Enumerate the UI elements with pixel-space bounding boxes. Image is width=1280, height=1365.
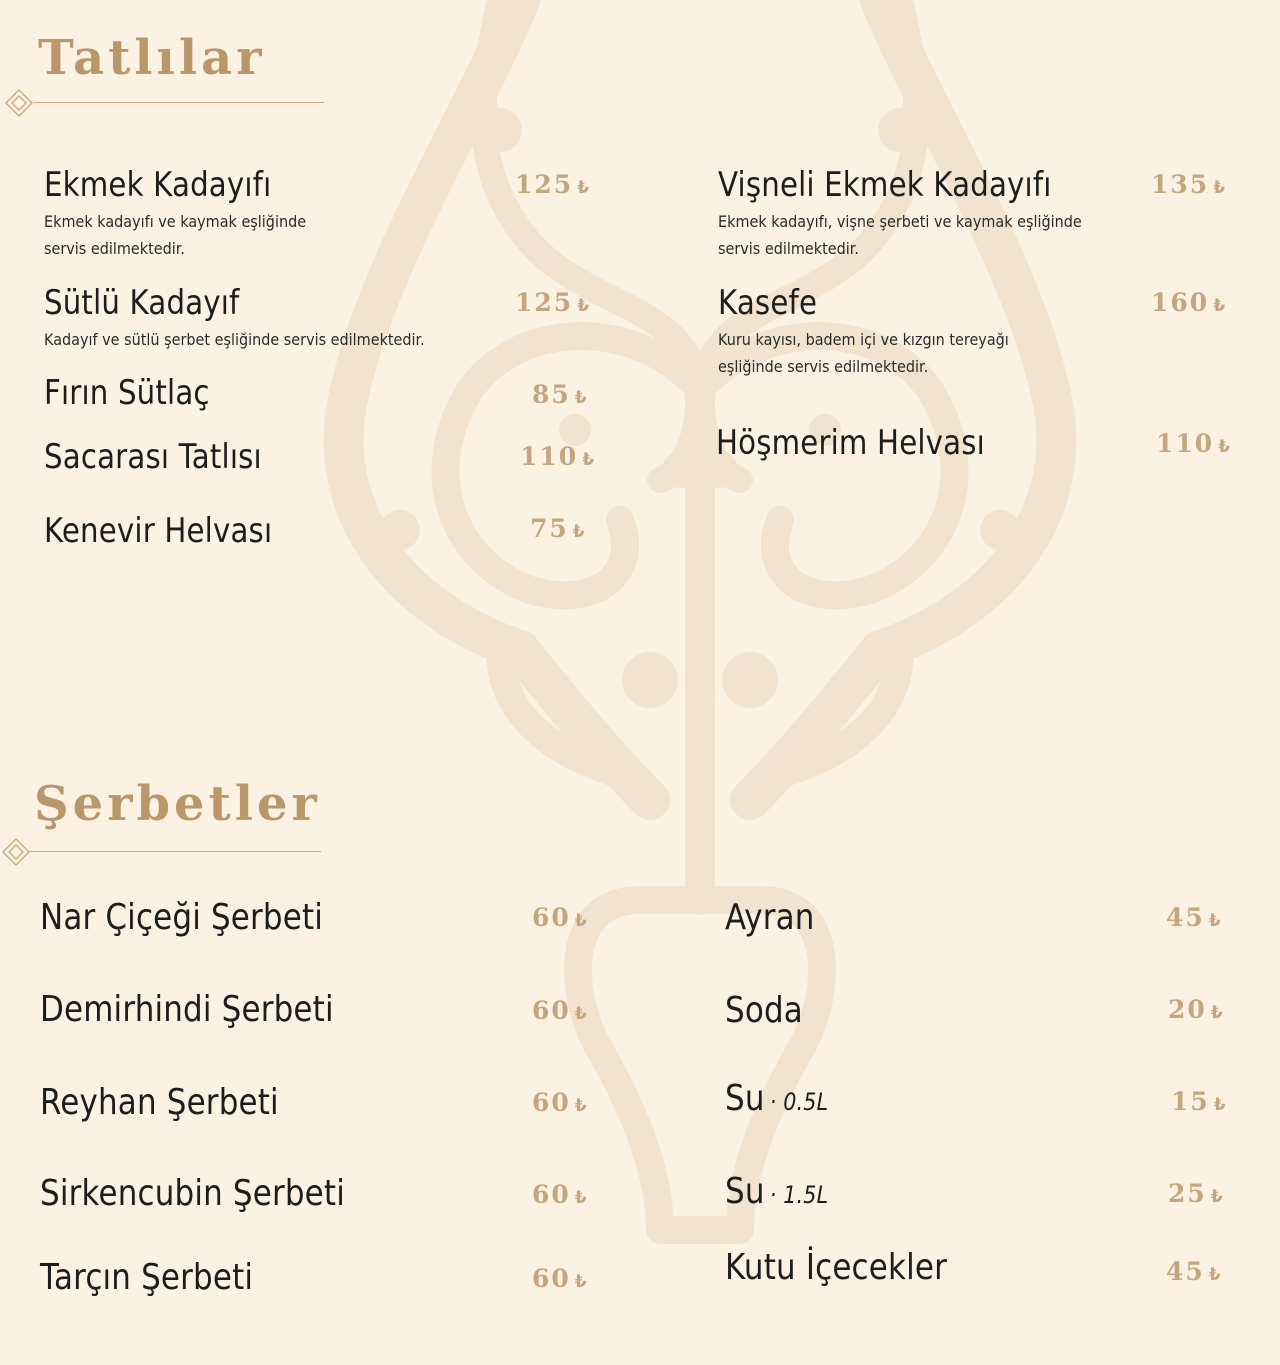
- price-value: 25: [1168, 1179, 1207, 1208]
- item-name: Reyhan Şerbeti: [40, 1082, 279, 1123]
- item-price: [1151, 172, 1227, 197]
- menu-item: [716, 423, 1029, 463]
- item-name: Kenevir Helvası: [44, 511, 273, 551]
- item-name: [725, 1171, 829, 1212]
- drink-name: Su: [725, 1078, 765, 1119]
- price-value: 60: [532, 996, 571, 1025]
- item-name: Fırın Sütlaç: [44, 373, 210, 413]
- item-price: [532, 905, 589, 930]
- item-price: [1156, 431, 1232, 456]
- sherbets-title: Şerbetler: [34, 776, 321, 832]
- item-price: [1166, 1259, 1223, 1284]
- drink-size: · 0.5L: [769, 1088, 829, 1116]
- currency-symbol: ₺: [1208, 1265, 1223, 1285]
- price-value: 20: [1168, 995, 1207, 1024]
- item-price: [520, 444, 596, 469]
- currency-symbol: ₺: [1210, 1003, 1225, 1023]
- item-name: Nar Çiçeği Şerbeti: [40, 897, 324, 938]
- menu-item: [725, 990, 816, 1031]
- price-value: 75: [530, 514, 569, 543]
- menu-item: [725, 1247, 983, 1288]
- price-value: 60: [532, 1264, 571, 1293]
- item-price: [530, 516, 587, 541]
- item-name: Soda: [725, 990, 803, 1031]
- sherbets-divider: [30, 851, 321, 852]
- item-price: [532, 382, 589, 407]
- price-value: 125: [515, 288, 574, 317]
- price-value: 85: [532, 380, 571, 409]
- item-description: Kuru kayısı, badem içi ve kızgın tereyağı eşliğinde servis edilmektedir.: [718, 330, 1009, 376]
- drink-size: · 1.5L: [769, 1181, 829, 1209]
- price-value: 110: [520, 442, 579, 471]
- menu-item: [44, 511, 309, 551]
- currency-symbol: ₺: [582, 450, 597, 470]
- price-value: 60: [532, 903, 571, 932]
- price-value: 160: [1151, 288, 1210, 317]
- currency-symbol: ₺: [1208, 911, 1223, 931]
- menu-item: [44, 283, 467, 353]
- currency-symbol: ₺: [574, 911, 589, 931]
- price-value: 45: [1166, 1257, 1205, 1286]
- currency-symbol: ₺: [574, 1188, 589, 1208]
- menu-item: [718, 283, 1041, 380]
- item-price: [515, 290, 591, 315]
- currency-symbol: ₺: [574, 1004, 589, 1024]
- item-name: Kutu İçecekler: [725, 1247, 947, 1288]
- menu-item: [40, 989, 382, 1030]
- currency-symbol: ₺: [1213, 178, 1228, 198]
- menu-item: [44, 373, 237, 413]
- menu-item: [40, 1173, 395, 1214]
- currency-symbol: ₺: [572, 522, 587, 542]
- item-name: Kasefe: [718, 283, 818, 323]
- item-price: [532, 998, 589, 1023]
- menu-item: [40, 1082, 318, 1123]
- item-price: [1168, 1181, 1225, 1206]
- menu-item: [44, 165, 335, 262]
- desserts-title: Tatlılar: [38, 30, 266, 86]
- menu-item: [44, 437, 297, 477]
- price-value: 110: [1156, 429, 1215, 458]
- item-description: Kadayıf ve sütlü şerbet eşliğinde servis edilmektedir.: [44, 330, 425, 349]
- currency-symbol: ₺: [1218, 437, 1233, 457]
- item-description: Ekmek kadayıfı ve kaymak eşliğinde servis edilmektedir.: [44, 212, 307, 258]
- currency-symbol: ₺: [574, 1272, 589, 1292]
- price-value: 60: [532, 1088, 571, 1117]
- menu-item: [725, 897, 829, 938]
- price-value: 135: [1151, 170, 1210, 199]
- item-name: [725, 1078, 829, 1119]
- currency-symbol: ₺: [1213, 1095, 1228, 1115]
- drink-name: Su: [725, 1171, 765, 1212]
- item-name: Sütlü Kadayıf: [44, 283, 240, 323]
- item-price: [515, 172, 591, 197]
- item-name: Demirhindi Şerbeti: [40, 989, 334, 1030]
- menu-item: [725, 1078, 845, 1119]
- item-price: [1168, 997, 1225, 1022]
- item-price: [1171, 1089, 1228, 1114]
- diamond-divider-icon: [4, 88, 34, 118]
- item-price: [1151, 290, 1227, 315]
- menu-item: [725, 1171, 845, 1212]
- item-name: Ayran: [725, 897, 815, 938]
- menu-item: [40, 1257, 288, 1298]
- currency-symbol: ₺: [574, 388, 589, 408]
- item-name: Ekmek Kadayıfı: [44, 165, 272, 205]
- item-name: Vişneli Ekmek Kadayıfı: [718, 165, 1052, 205]
- item-name: Tarçın Şerbeti: [40, 1257, 254, 1298]
- price-value: 45: [1166, 903, 1205, 932]
- currency-symbol: ₺: [1213, 296, 1228, 316]
- menu-item: [40, 897, 369, 938]
- item-price: [1166, 905, 1223, 930]
- item-description: Ekmek kadayıfı, vişne şerbeti ve kaymak eşliğinde servis edilmektedir.: [718, 212, 1082, 258]
- price-value: 125: [515, 170, 574, 199]
- item-name: Sacarası Tatlısı: [44, 437, 262, 477]
- desserts-divider: [34, 102, 324, 103]
- diamond-divider-icon: [1, 837, 31, 867]
- item-price: [532, 1266, 589, 1291]
- currency-symbol: ₺: [1210, 1187, 1225, 1207]
- price-value: 15: [1171, 1087, 1210, 1116]
- item-price: [532, 1182, 589, 1207]
- item-price: [532, 1090, 589, 1115]
- item-name: Sirkencubin Şerbeti: [40, 1173, 345, 1214]
- currency-symbol: ₺: [577, 296, 592, 316]
- item-name: Höşmerim Helvası: [716, 423, 985, 463]
- currency-symbol: ₺: [574, 1096, 589, 1116]
- menu-item: [718, 165, 1122, 262]
- currency-symbol: ₺: [577, 178, 592, 198]
- price-value: 60: [532, 1180, 571, 1209]
